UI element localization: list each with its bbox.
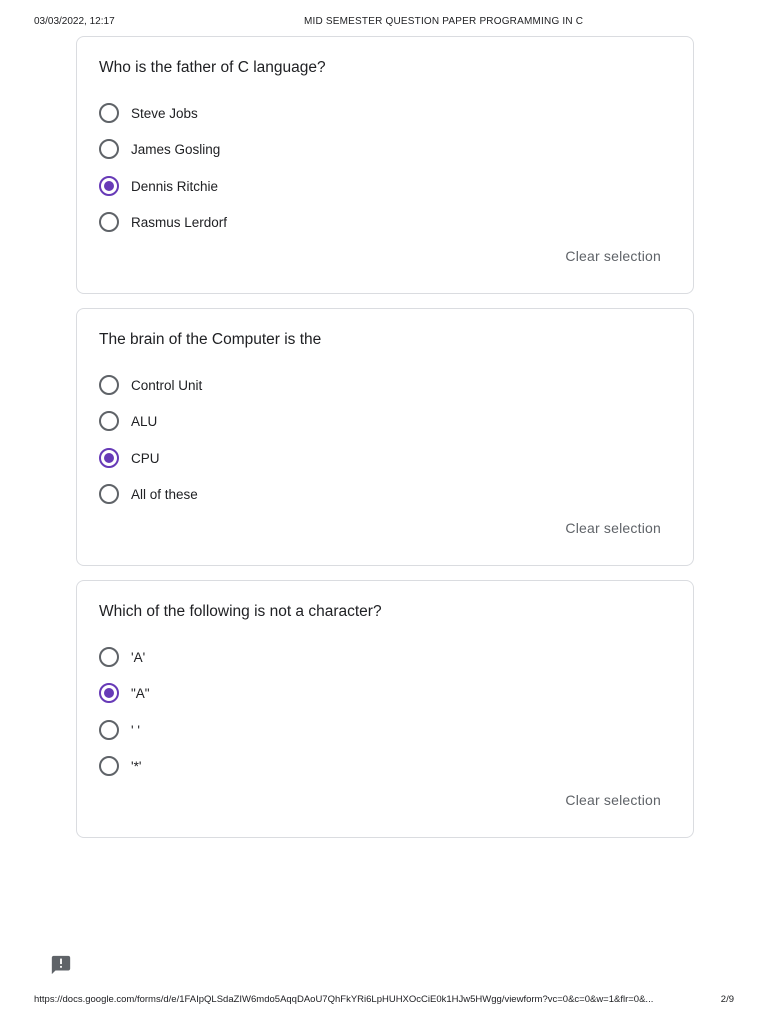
radio-button[interactable]	[99, 411, 119, 431]
radio-button[interactable]	[99, 720, 119, 740]
print-footer	[34, 994, 734, 1008]
page-number: 2/9	[720, 994, 734, 1005]
option-label: All of these	[131, 486, 198, 502]
question-card-2	[76, 308, 694, 566]
option-james-gosling[interactable]	[99, 138, 220, 160]
feedback-icon[interactable]	[50, 954, 72, 976]
print-title: MID SEMESTER QUESTION PAPER PROGRAMMING IN C	[304, 16, 584, 27]
option-label: ' '	[131, 722, 140, 738]
radio-button[interactable]	[99, 139, 119, 159]
radio-button[interactable]	[99, 756, 119, 776]
option-space-char[interactable]	[99, 719, 140, 741]
radio-button[interactable]	[99, 484, 119, 504]
option-label: Control Unit	[131, 377, 203, 393]
radio-button[interactable]	[99, 683, 119, 703]
question-card-3	[76, 580, 694, 838]
option-asterisk-char[interactable]	[99, 755, 141, 777]
option-single-quoted-a[interactable]	[99, 646, 145, 668]
radio-button[interactable]	[99, 212, 119, 232]
option-label: Rasmus Lerdorf	[131, 214, 228, 230]
option-alu[interactable]	[99, 410, 157, 432]
clear-selection-button[interactable]: Clear selection	[565, 792, 661, 808]
radio-button[interactable]	[99, 176, 119, 196]
radio-button[interactable]	[99, 448, 119, 468]
print-datetime: 03/03/2022, 12:17	[34, 16, 115, 27]
radio-button[interactable]	[99, 647, 119, 667]
clear-selection-button[interactable]: Clear selection	[565, 248, 661, 264]
radio-button[interactable]	[99, 103, 119, 123]
feedback-icon-graphic	[50, 954, 72, 976]
page-url: https://docs.google.com/forms/d/e/1FAIpQLSdaZIW6mdo5AqqDAoU7QhFkYRi6LpHUHXOcCiE0k1HJw5HWgg/viewform?vc=0&c=0&w=1&flr=0&...	[34, 994, 654, 1005]
print-header	[34, 16, 734, 30]
question-text: Which of the following is not a character?	[99, 603, 382, 620]
option-label: Steve Jobs	[131, 105, 198, 121]
option-steve-jobs[interactable]	[99, 102, 198, 124]
question-card-1	[76, 36, 694, 294]
radio-button[interactable]	[99, 375, 119, 395]
option-label: "A"	[131, 685, 150, 701]
option-rasmus-lerdorf[interactable]	[99, 211, 227, 233]
option-control-unit[interactable]	[99, 374, 202, 396]
option-label: '*'	[131, 758, 142, 774]
option-label: ALU	[131, 413, 158, 429]
question-text: The brain of the Computer is the	[99, 331, 322, 348]
option-label: CPU	[131, 450, 160, 466]
clear-selection-button[interactable]: Clear selection	[565, 520, 661, 536]
option-label: James Gosling	[131, 141, 221, 157]
option-label: 'A'	[131, 649, 146, 665]
option-double-quoted-a[interactable]	[99, 682, 150, 704]
option-label: Dennis Ritchie	[131, 178, 219, 194]
question-text: Who is the father of C language?	[99, 59, 326, 76]
option-dennis-ritchie[interactable]	[99, 175, 218, 197]
option-all-of-these[interactable]	[99, 483, 198, 505]
option-cpu[interactable]	[99, 447, 160, 469]
